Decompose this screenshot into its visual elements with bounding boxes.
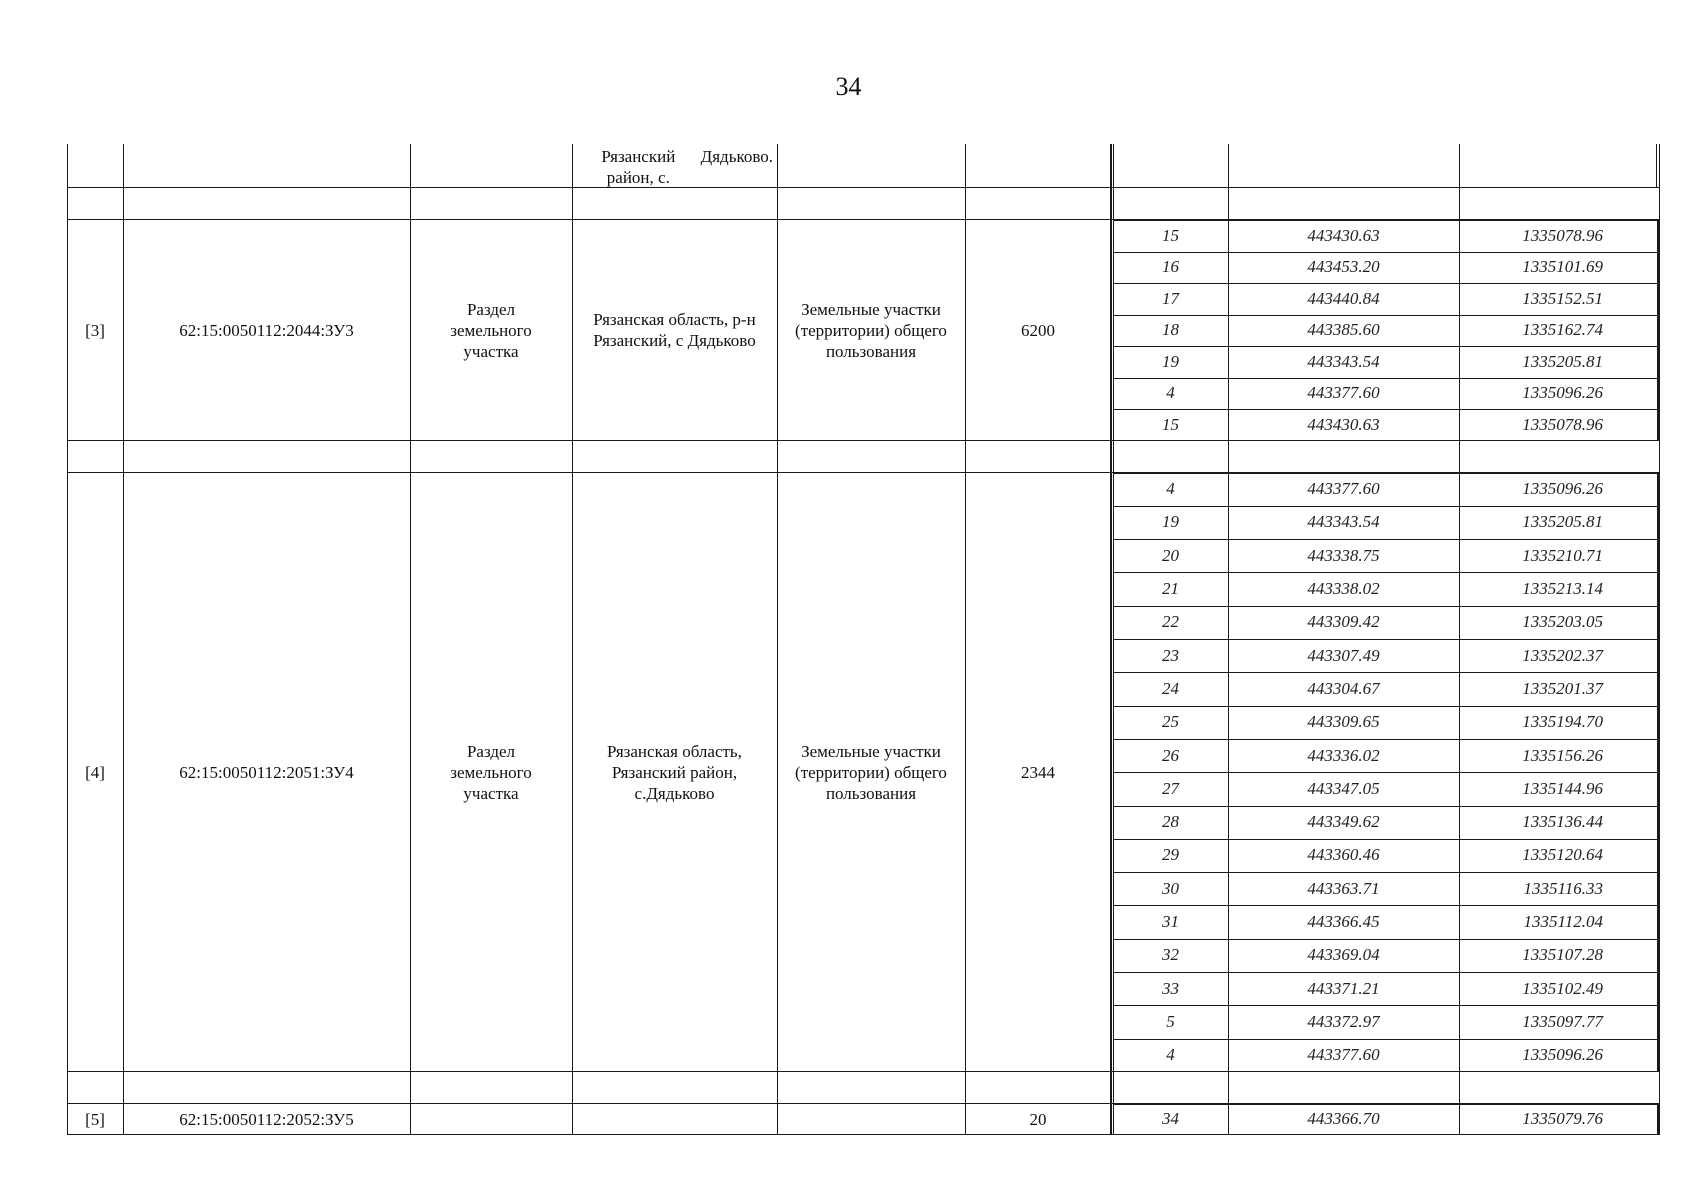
land-use-category <box>777 220 965 441</box>
table-rule <box>572 144 573 1135</box>
coordinate-x: 443360.46 <box>1307 845 1380 865</box>
parcel-coordinates-table <box>67 144 1650 1170</box>
point-number: 22 <box>1162 612 1179 632</box>
point-number: 29 <box>1162 845 1179 865</box>
coordinate-y: 1335194.70 <box>1522 712 1603 732</box>
cadastral-number: 62:15:0050112:2052:ЗУ5 <box>179 1109 354 1129</box>
table-rule <box>1113 772 1659 773</box>
formation-method-line: участка <box>463 783 519 803</box>
coordinate-x: 443307.49 <box>1307 645 1380 665</box>
table-rule <box>1113 1005 1659 1006</box>
table-rule <box>1113 220 1659 221</box>
coordinate-x: 443343.54 <box>1307 512 1380 532</box>
table-rule <box>1111 144 1112 1135</box>
coordinate-y: 1335202.37 <box>1522 645 1603 665</box>
point-number: 15 <box>1162 225 1179 245</box>
point-number: 28 <box>1162 812 1179 832</box>
address-line: Дядьково. <box>700 147 773 166</box>
coordinate-x: 443338.75 <box>1307 545 1380 565</box>
parcel-number: [5] <box>85 1109 105 1129</box>
point-number: 31 <box>1162 912 1179 932</box>
point-number: 25 <box>1162 712 1179 732</box>
land-use-category-line: Земельные участки <box>801 741 941 761</box>
point-number: 30 <box>1162 878 1179 898</box>
coordinate-y: 1335102.49 <box>1522 978 1603 998</box>
coordinate-x: 443371.21 <box>1307 978 1380 998</box>
coordinate-x: 443338.02 <box>1307 579 1380 599</box>
formation-method-line: Раздел <box>466 741 516 761</box>
table-rule <box>1113 905 1659 906</box>
coordinate-y: 1335096.26 <box>1522 383 1603 403</box>
table-rule <box>67 187 1659 188</box>
coordinate-y: 1335078.96 <box>1522 414 1603 434</box>
formation-method-line: земельного <box>450 320 532 340</box>
formation-method <box>410 473 572 1072</box>
point-number: 27 <box>1162 778 1179 798</box>
parcel-number: [4] <box>85 762 105 782</box>
coordinate-x: 443377.60 <box>1307 479 1380 499</box>
coordinate-y: 1335112.04 <box>1523 912 1603 932</box>
coordinate-y: 1335136.44 <box>1522 812 1603 832</box>
table-rule <box>1113 1104 1659 1105</box>
point-number: 16 <box>1162 257 1179 277</box>
coordinate-x: 443366.45 <box>1307 912 1380 932</box>
table-rule <box>1459 144 1460 1135</box>
coordinate-y: 1335213.14 <box>1522 579 1603 599</box>
table-rule <box>410 144 411 1135</box>
land-use-category-text <box>795 299 947 362</box>
formation-method-line: участка <box>463 341 519 361</box>
coordinate-y: 1335205.81 <box>1522 351 1603 371</box>
coordinate-x: 443309.42 <box>1307 612 1380 632</box>
parcel-address-line: с.Дядьково <box>634 783 715 803</box>
coordinate-y: 1335097.77 <box>1522 1011 1603 1031</box>
point-number: 32 <box>1162 945 1179 965</box>
parcel-address <box>572 473 777 1072</box>
table-rule <box>67 440 1659 441</box>
table-rule <box>1113 315 1659 316</box>
coordinate-y: 1335162.74 <box>1522 320 1603 340</box>
table-rule <box>1113 572 1659 573</box>
coordinate-y: 1335210.71 <box>1522 545 1603 565</box>
table-rule <box>1113 506 1659 507</box>
table-rule <box>1113 144 1114 1135</box>
coordinate-y: 1335079.76 <box>1522 1109 1603 1129</box>
table-rule <box>1113 806 1659 807</box>
table-rule <box>1113 839 1659 840</box>
land-use-category-line: (территории) общего <box>795 320 947 340</box>
coordinate-x: 443336.02 <box>1307 745 1380 765</box>
coordinate-y: 1335156.26 <box>1522 745 1603 765</box>
parcel-area: 2344 <box>1021 762 1055 782</box>
coordinate-x: 443372.97 <box>1307 1011 1380 1031</box>
point-number: 26 <box>1162 745 1179 765</box>
table-rule <box>1113 473 1659 474</box>
parcel-address-text <box>607 741 742 804</box>
parcel-address <box>572 220 777 441</box>
formation-method-text <box>450 299 531 362</box>
table-rule <box>1113 283 1659 284</box>
parcel-number: [3] <box>85 320 105 340</box>
table-rule <box>123 144 124 1135</box>
point-number: 17 <box>1162 288 1179 308</box>
table-rule <box>1113 606 1659 607</box>
coordinate-y: 1335152.51 <box>1522 288 1603 308</box>
point-number: 15 <box>1162 414 1179 434</box>
coordinate-y: 1335205.81 <box>1522 512 1603 532</box>
table-rule <box>1228 144 1229 1135</box>
coordinate-x: 443430.63 <box>1307 225 1380 245</box>
table-rule <box>1113 1039 1659 1040</box>
land-use-category-text <box>795 741 947 804</box>
formation-method-line: земельного <box>450 762 532 782</box>
coordinate-x: 443347.05 <box>1307 778 1380 798</box>
coordinate-x: 443385.60 <box>1307 320 1380 340</box>
parcel-address-line: Рязанский район, <box>611 762 738 782</box>
point-number: 4 <box>1166 479 1175 499</box>
coordinate-x: 443309.65 <box>1307 712 1380 732</box>
land-use-category-line: пользования <box>825 783 917 803</box>
point-number: 18 <box>1162 320 1179 340</box>
point-number: 20 <box>1162 545 1179 565</box>
coordinate-x: 443430.63 <box>1307 414 1380 434</box>
table-rule <box>965 144 966 1135</box>
coordinate-y: 1335201.37 <box>1522 678 1603 698</box>
point-number: 4 <box>1166 1045 1175 1065</box>
coordinate-y: 1335203.05 <box>1522 612 1603 632</box>
coordinate-x: 443349.62 <box>1307 812 1380 832</box>
coordinate-x: 443366.70 <box>1307 1109 1380 1129</box>
page-number: 34 <box>835 72 862 101</box>
coordinate-x: 443369.04 <box>1307 945 1380 965</box>
point-number: 21 <box>1162 579 1179 599</box>
formation-method-line: Раздел <box>466 299 516 319</box>
table-rule <box>1113 939 1659 940</box>
coordinate-y: 1335120.64 <box>1522 845 1603 865</box>
table-rule <box>1656 144 1657 188</box>
table-rule <box>1113 872 1659 873</box>
table-rule <box>67 144 68 1135</box>
land-use-category-line: пользования <box>825 341 917 361</box>
parcel-area: 6200 <box>1021 320 1055 340</box>
address-cell-carryover <box>572 144 777 188</box>
coordinate-x: 443363.71 <box>1307 878 1380 898</box>
point-number: 34 <box>1162 1109 1179 1129</box>
point-number: 19 <box>1162 512 1179 532</box>
table-rule <box>777 144 778 1135</box>
coordinate-y: 1335096.26 <box>1522 1045 1603 1065</box>
coordinate-x: 443304.67 <box>1307 678 1380 698</box>
table-rule <box>1113 409 1659 410</box>
parcel-area: 20 <box>1029 1109 1047 1129</box>
table-rule <box>1113 639 1659 640</box>
parcel-address-text <box>593 309 755 351</box>
table-rule <box>67 1134 1659 1135</box>
coordinate-y: 1335096.26 <box>1522 479 1603 499</box>
table-rule <box>1113 739 1659 740</box>
coordinate-y: 1335144.96 <box>1522 778 1603 798</box>
point-number: 19 <box>1162 351 1179 371</box>
table-rule <box>1113 672 1659 673</box>
parcel-address-line: Рязанская область, р-н <box>593 310 756 330</box>
coordinate-y: 1335116.33 <box>1523 878 1603 898</box>
coordinate-x: 443440.84 <box>1307 288 1380 308</box>
land-use-category-line: Земельные участки <box>801 299 941 319</box>
table-rule <box>1113 539 1659 540</box>
table-rule <box>1113 972 1659 973</box>
table-rule <box>1113 378 1659 379</box>
point-number: 4 <box>1166 383 1175 403</box>
cadastral-number: 62:15:0050112:2051:ЗУ4 <box>179 762 354 782</box>
land-use-category <box>777 473 965 1072</box>
parcel-address-line: Рязанский, с Дядьково <box>593 331 756 351</box>
coordinate-y: 1335107.28 <box>1522 945 1603 965</box>
coordinate-x: 443343.54 <box>1307 351 1380 371</box>
coordinate-x: 443377.60 <box>1307 383 1380 403</box>
cadastral-number: 62:15:0050112:2044:ЗУ3 <box>179 320 354 340</box>
table-rule <box>1113 252 1659 253</box>
point-number: 5 <box>1166 1011 1175 1031</box>
table-rule <box>1113 706 1659 707</box>
formation-method-text <box>450 741 531 804</box>
coordinate-y: 1335078.96 <box>1522 225 1603 245</box>
coordinate-x: 443453.20 <box>1307 257 1380 277</box>
point-number: 24 <box>1162 678 1179 698</box>
coordinate-x: 443377.60 <box>1307 1045 1380 1065</box>
parcel-address-line: Рязанская область, <box>607 741 742 761</box>
land-use-category-line: (территории) общего <box>795 762 947 782</box>
address-line: Рязанский район, с. <box>601 147 676 187</box>
coordinate-y: 1335101.69 <box>1522 257 1603 277</box>
table-rule <box>1659 144 1660 1135</box>
table-rule <box>67 1071 1659 1072</box>
point-number: 23 <box>1162 645 1179 665</box>
table-rule <box>1110 144 1111 1135</box>
formation-method <box>410 220 572 441</box>
point-number: 33 <box>1162 978 1179 998</box>
table-rule <box>1113 346 1659 347</box>
